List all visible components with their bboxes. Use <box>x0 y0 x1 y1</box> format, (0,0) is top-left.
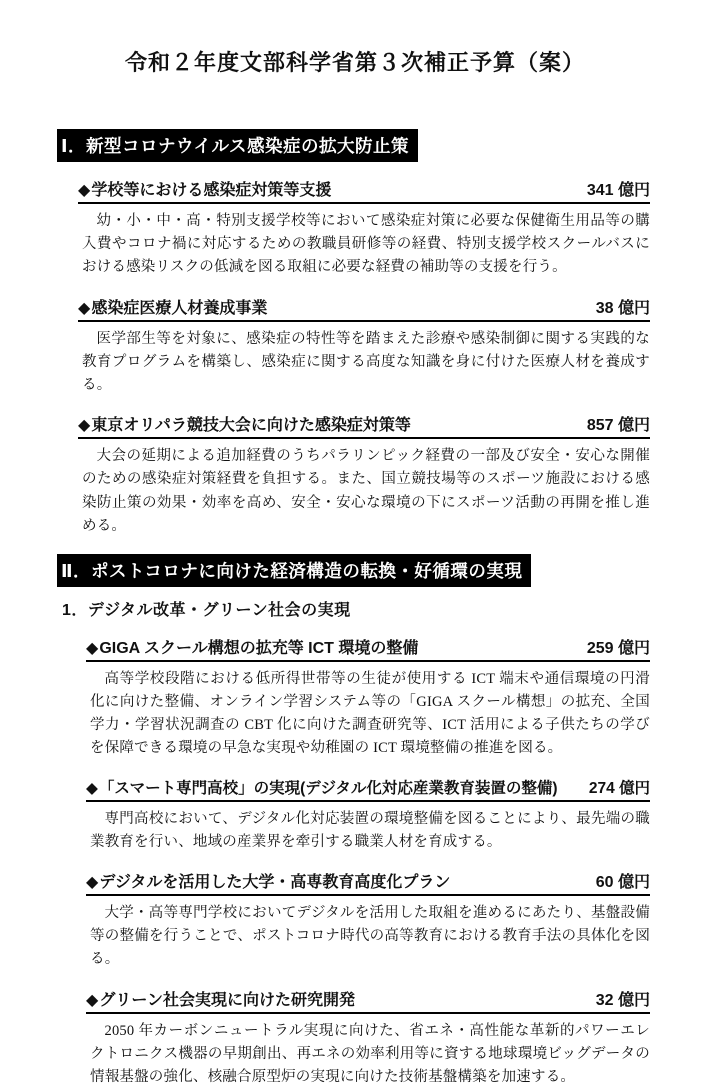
section-1-number: Ⅰ． <box>61 136 87 156</box>
item-label: ◆東京オリパラ競技大会に向けた感染症対策等 <box>78 417 411 435</box>
section-1-header <box>57 129 418 162</box>
budget-item-green-society-rd <box>86 987 650 1089</box>
item-description: 高等学校段階における低所得世帯等の生徒が使用する ICT 端末や通信環境の円滑化に向けた整備、オンライン学習システム等の「GIGA スクール構想」の拡充、全国学力・学習状況調査の CBT 化に向けた調査研究等、ICT 活用による子供たちの学びを保障できる環境の早急な実現や幼稚園の ICT 環境整備の推進を図る。 <box>90 670 650 757</box>
item-label: ◆感染症医療人材養成事業 <box>78 299 268 317</box>
diamond-bullet-icon: ◆ <box>86 874 99 891</box>
budget-item-school-support <box>78 177 650 280</box>
section-covid-prevention <box>60 77 650 538</box>
item-label: ◆デジタルを活用した大学・高専教育高度化プラン <box>86 874 451 891</box>
diamond-bullet-icon: ◆ <box>86 991 99 1009</box>
item-heading-row <box>78 412 650 439</box>
item-heading-row <box>86 776 650 802</box>
item-heading-row <box>78 177 650 204</box>
item-heading-row <box>86 987 650 1014</box>
item-amount: 857 億円 <box>586 417 650 435</box>
section-post-corona-economy <box>60 538 650 1089</box>
diamond-bullet-icon: ◆ <box>86 779 98 797</box>
item-amount: 32 億円 <box>595 991 650 1009</box>
page-title: 令和２年度文部科学省第３次補正予算（案） <box>124 50 585 75</box>
item-label: ◆グリーン社会実現に向けた研究開発 <box>86 991 355 1009</box>
section-2-heading: ポストコロナに向けた経済構造の転換・好循環の実現 <box>91 560 523 581</box>
item-label: ◆学校等における感染症対策等支援 <box>78 182 332 199</box>
item-amount: 259 億円 <box>586 639 650 657</box>
budget-item-giga-school <box>86 635 650 761</box>
diamond-bullet-icon: ◆ <box>78 182 91 199</box>
item-description: 医学部生等を対象に、感染症の特性等を踏まえた診療や感染制御に関する実践的な教育プログラムを構築し、感染症に関する高度な知識を身に付けた医療人材を養成する。 <box>82 330 650 393</box>
diamond-bullet-icon: ◆ <box>78 417 91 435</box>
item-amount: 341 億円 <box>586 182 650 199</box>
budget-item-smart-vocational-school <box>86 776 650 854</box>
item-amount: 38 億円 <box>595 299 650 317</box>
item-amount: 60 億円 <box>595 874 650 891</box>
section-2-items <box>86 635 650 1089</box>
item-description: 幼・小・中・高・特別支援学校等において感染症対策に必要な保健衛生用品等の購入費やコロナ禍に対応するための教職員研修等の経費、特別支援学校スクールバスにおける感染リスクの低減を図る取組に必要な経費の補助等の支援を行う。 <box>82 213 650 276</box>
section-1-heading: 新型コロナウイルス感染症の拡大防止策 <box>86 136 409 156</box>
budget-item-medical-training <box>78 295 650 398</box>
section-2-number: Ⅱ． <box>61 560 92 581</box>
diamond-bullet-icon: ◆ <box>86 639 99 657</box>
budget-item-olympics-countermeasures <box>78 412 650 538</box>
diamond-bullet-icon: ◆ <box>78 299 91 317</box>
item-description: 2050 年カーボンニュートラル実現に向けた、省エネ・高性能な革新的パワーエレクトロニクス機器の早期創出、再エネの効率利用等に資する地球環境ビッグデータの情報基盤の強化、核融合原型炉の実現に向けた技術基盤構築を加速する。 <box>90 1022 650 1085</box>
item-heading-row <box>86 635 650 662</box>
section-1-items <box>78 177 650 538</box>
subsection-digital-green: 1．デジタル改革・グリーン社会の実現 <box>62 601 351 619</box>
item-description: 大学・高等専門学校においてデジタルを活用した取組を進めるにあたり、基盤設備等の整備を行うことで、ポストコロナ時代の高等教育における教育手法の具体化を図る。 <box>90 905 650 968</box>
item-amount: 274 億円 <box>588 779 650 797</box>
section-2-header <box>57 554 531 587</box>
item-description: 専門高校において、デジタル化対応装置の環境整備を図ることにより、最先端の職業教育を行い、地域の産業界を牽引する職業人材を育成する。 <box>90 810 650 850</box>
item-description: 大会の延期による追加経費のうちパラリンピック経費の一部及び安全・安心な開催のための感染症対策経費を負担する。また、国立競技場等のスポーツ施設における感染防止策の効果・効率を高め、安全・安心な環境の下にスポーツ活動の再開を推し進める。 <box>82 448 650 534</box>
item-heading-row <box>86 869 650 896</box>
item-label: ◆GIGA スクール構想の拡充等 ICT 環境の整備 <box>86 639 419 657</box>
item-heading-row <box>78 295 650 322</box>
item-label: ◆「スマート専門高校」の実現(デジタル化対応産業教育装置の整備) <box>86 779 558 797</box>
budget-item-digital-higher-education <box>86 869 650 972</box>
